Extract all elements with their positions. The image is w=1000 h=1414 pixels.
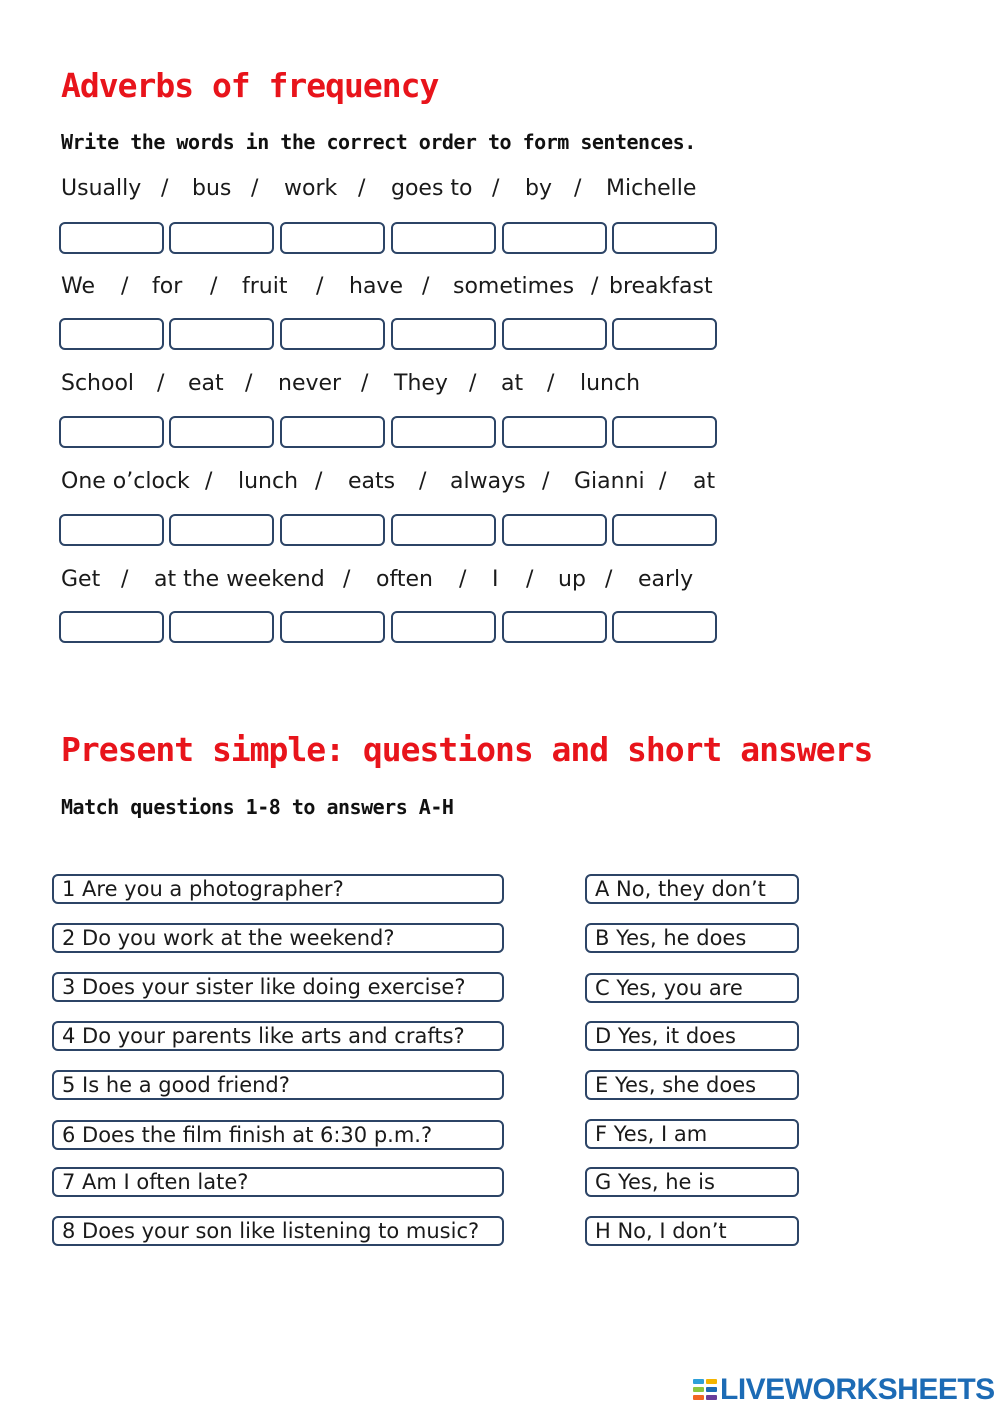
- separator: /: [459, 567, 467, 592]
- word: work: [284, 176, 338, 201]
- exercise-1-words: [61, 176, 741, 206]
- answer-blank[interactable]: [502, 514, 607, 546]
- answer-blank[interactable]: [169, 416, 274, 448]
- answer-blank[interactable]: [59, 222, 164, 254]
- answer-blank[interactable]: [280, 514, 385, 546]
- word: eat: [188, 371, 224, 396]
- answer-h[interactable]: H No, I don’t: [585, 1216, 799, 1246]
- separator: /: [245, 371, 253, 396]
- word: Michelle: [606, 176, 697, 201]
- answer-blank[interactable]: [391, 514, 496, 546]
- answer-c[interactable]: C Yes, you are: [585, 973, 799, 1003]
- exercise-1-answer-row: [59, 222, 719, 254]
- question-7[interactable]: 7 Am I often late?: [52, 1167, 504, 1197]
- question-4[interactable]: 4 Do your parents like arts and crafts?: [52, 1021, 504, 1051]
- answer-blank[interactable]: [502, 611, 607, 643]
- separator: /: [659, 469, 667, 494]
- separator: /: [542, 469, 550, 494]
- brand-name: LIVEWORKSHEETS: [720, 1373, 995, 1406]
- separator: /: [361, 371, 369, 396]
- word: always: [450, 469, 526, 494]
- answer-blank[interactable]: [59, 514, 164, 546]
- question-3[interactable]: 3 Does your sister like doing exercise?: [52, 972, 504, 1002]
- word: We: [61, 274, 95, 299]
- word: breakfast: [609, 274, 713, 299]
- word: up: [558, 567, 586, 592]
- word: lunch: [580, 371, 641, 396]
- answer-blank[interactable]: [391, 416, 496, 448]
- answer-blank[interactable]: [502, 318, 607, 350]
- answer-blank[interactable]: [612, 318, 717, 350]
- answer-blank[interactable]: [391, 611, 496, 643]
- separator: /: [316, 274, 324, 299]
- section2-title: Present simple: questions and short answers: [61, 730, 873, 769]
- section2-instruction: Match questions 1-8 to answers A-H: [61, 795, 454, 819]
- separator: /: [422, 274, 430, 299]
- answer-blank[interactable]: [612, 416, 717, 448]
- answer-blank[interactable]: [280, 318, 385, 350]
- word: have: [349, 274, 403, 299]
- exercise-5-words: [61, 567, 741, 597]
- word: at: [693, 469, 716, 494]
- answer-b[interactable]: B Yes, he does: [585, 923, 799, 953]
- separator: /: [315, 469, 323, 494]
- answer-blank[interactable]: [612, 514, 717, 546]
- answer-d[interactable]: D Yes, it does: [585, 1021, 799, 1051]
- answer-blank[interactable]: [280, 611, 385, 643]
- answer-blank[interactable]: [612, 222, 717, 254]
- word: One o’clock: [61, 469, 190, 494]
- word: for: [152, 274, 183, 299]
- answer-blank[interactable]: [280, 416, 385, 448]
- answer-blank[interactable]: [59, 318, 164, 350]
- answer-a[interactable]: A No, they don’t: [585, 874, 799, 904]
- answer-e[interactable]: E Yes, she does: [585, 1070, 799, 1100]
- separator: /: [492, 176, 500, 201]
- word: I: [492, 567, 499, 592]
- separator: /: [121, 274, 129, 299]
- separator: /: [157, 371, 165, 396]
- section1-instruction: Write the words in the correct order to form sentences.: [61, 130, 696, 154]
- exercise-2-answer-row: [59, 318, 719, 350]
- exercise-3-words: [61, 371, 741, 401]
- exercise-5-answer-row: [59, 611, 719, 643]
- separator: /: [210, 274, 218, 299]
- word: Get: [61, 567, 101, 592]
- separator: /: [591, 274, 599, 299]
- question-8[interactable]: 8 Does your son like listening to music?: [52, 1216, 504, 1246]
- question-5[interactable]: 5 Is he a good friend?: [52, 1070, 504, 1100]
- question-1[interactable]: 1 Are you a photographer?: [52, 874, 504, 904]
- word: by: [525, 176, 552, 201]
- word: bus: [192, 176, 232, 201]
- separator: /: [161, 176, 169, 201]
- exercise-3-answer-row: [59, 416, 719, 448]
- answer-blank[interactable]: [59, 416, 164, 448]
- word: They: [394, 371, 448, 396]
- separator: /: [358, 176, 366, 201]
- answer-blank[interactable]: [169, 514, 274, 546]
- separator: /: [419, 469, 427, 494]
- question-6[interactable]: 6 Does the film finish at 6:30 p.m.?: [52, 1120, 504, 1150]
- word: School: [61, 371, 135, 396]
- separator: /: [121, 567, 129, 592]
- separator: /: [526, 567, 534, 592]
- answer-blank[interactable]: [391, 222, 496, 254]
- word: Gianni: [574, 469, 645, 494]
- liveworksheets-brand[interactable]: [692, 1374, 995, 1406]
- liveworksheets-logo-icon: [692, 1377, 718, 1403]
- word: goes to: [391, 176, 473, 201]
- separator: /: [251, 176, 259, 201]
- word: early: [638, 567, 694, 592]
- word: lunch: [238, 469, 299, 494]
- word: eats: [348, 469, 396, 494]
- separator: /: [205, 469, 213, 494]
- separator: /: [343, 567, 351, 592]
- word: at: [501, 371, 524, 396]
- answer-blank[interactable]: [169, 611, 274, 643]
- exercise-4-words: [61, 469, 741, 499]
- separator: /: [605, 567, 613, 592]
- answer-blank[interactable]: [169, 222, 274, 254]
- separator: /: [469, 371, 477, 396]
- answer-blank[interactable]: [612, 611, 717, 643]
- answer-blank[interactable]: [502, 222, 607, 254]
- answer-blank[interactable]: [59, 611, 164, 643]
- answer-blank[interactable]: [502, 416, 607, 448]
- word: never: [278, 371, 342, 396]
- word: often: [376, 567, 433, 592]
- answer-f[interactable]: F Yes, I am: [585, 1119, 799, 1149]
- word: at the weekend: [154, 567, 325, 592]
- exercise-4-answer-row: [59, 514, 719, 546]
- word: sometimes: [453, 274, 575, 299]
- word: fruit: [242, 274, 288, 299]
- word: Usually: [61, 176, 142, 201]
- answer-blank[interactable]: [391, 318, 496, 350]
- section1-title: Adverbs of frequency: [61, 66, 439, 105]
- question-2[interactable]: 2 Do you work at the weekend?: [52, 923, 504, 953]
- answer-blank[interactable]: [169, 318, 274, 350]
- exercise-2-words: [61, 274, 741, 304]
- separator: /: [547, 371, 555, 396]
- answer-blank[interactable]: [280, 222, 385, 254]
- answer-g[interactable]: G Yes, he is: [585, 1167, 799, 1197]
- separator: /: [574, 176, 582, 201]
